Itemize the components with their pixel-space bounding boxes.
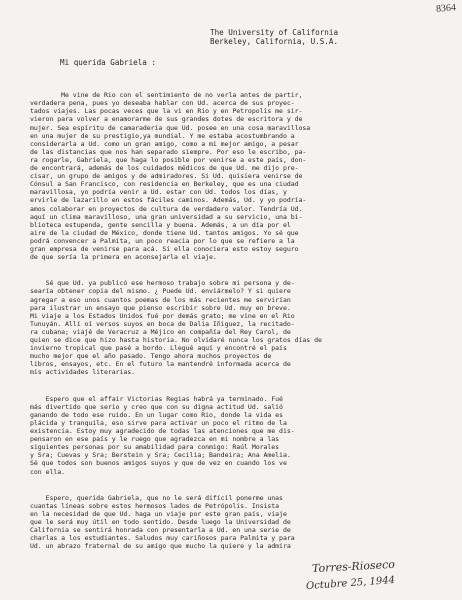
salutation: Mi querida Gabriela : <box>60 58 157 67</box>
paragraph-3: Espero que el affair Victorias Regias habrá ya terminado. Fué más divertido que serio y creo que con su digna actitud Ud. salió ganando de todo ese ruido. En un lugar como Rio, donde la vida es plácida y tranquila, eso sirve para activar un poco el ritmo de la existencia. Estoy muy agradecido de todas las atenciones que me dis- pensaron en ese país y le ruego que agradezca en mi nombre a las siguientes personas por su amabilidad para conmigo: Raúl Morales y Sra; Cuevas y Sra; Berstein y Sra; Cecilia; Bandeira; Ana Amelia. Sé que todos son buenos amigos suyos y que de vez en cuando los ve con ella. <box>30 394 295 476</box>
letterhead-line-2: Berkeley, California, U.S.A. <box>210 37 339 47</box>
archive-number: 8364 <box>435 2 457 15</box>
paragraph-1: Me vine de Rio con el sentimiento de no verla antes de partir, verdadera pena, pues yo deseaba hablar con Ud. acerca de sus proyec- tados viajes. Las pocas veces que la vi en Rio y en Petropolis me sir- vieron para volver a enamorarme de sus grandes dotes de escritora y de mujer. Sea espíritu de camaradería que Ud. posee en una cosa maravillosa en una mujer de su prestigio,ya mundial. Y me estaba acostumbrando a considerarla a Ud. como un gran amigo, como a mi mejor amigo, a pesar de las distancias que nos han separado siempre. Por eso le escribo, pa- ra rogarle, Gabriela, que haga lo posible por venirse a este país, don- de encontrará, además de los cuidados médicos de que Ud. me dijo pre- cisar, un grupo de amigos y de admiradores. Si Ud. quisiera venirse de Cónsul a San Francisco, con residencia en Berkeley, que es una ciudad maravillosa, yo podría venir a Ud. estar con Ud. todos los días, y ervirle de lazarillo en estos fáciles caminos. Además, Ud. y yo podría- amos colaborar en proyectos de cultura de verdadero valor. Tendría Ud. aquí un clima maravilloso, una gran universidad a su servicio, una bi- blioteca estupenda, gente sencilla y buena. Además, a un día por el aire de la ciudad de México, donde tiene Ud. tantos amigos. Yo sé que podrá convencer a Palmita, un poco reacia por lo que se refiere a la gran empresa de venirse para acá. Si ella conociera esto estoy seguro de que sería la primera en aconsejarla el viaje. <box>30 91 311 262</box>
letterhead <box>210 28 338 47</box>
handwritten-signature: Torres-Rioseco <box>311 557 396 576</box>
letter-body <box>30 75 460 567</box>
paragraph-2: Sé que Ud. ya publicó ese hermoso trabajo sobre mi persona y de- searía obtener copia del mismo. ¿ Puede Ud. enviármelo? Y si quiere agregar a eso unos cuantos poemas de los más recientes me servirían para ilustrar un ensayo que pienso escribir sobre Ud. muy en breve. Mi viaje a los Estados Unidos fué por demás grato; me vine en el Rio Tunuyán. Allí oí versos suyos en boca de Dalia Iñiguez, la recitado- ra cubana; viajé de Veracruz a Méjico en compañía del Rey Carol, de quien se dice que hizo hasta historia. No olvidaré nunca los gratos días de invierno tropical que pasé a bordo. Llegué aquí y encontré el país mucho mejor que el año pasado. Tengo ahora muchos proyectos de libros, ensayos, etc. En el futuro la mantendré informada acerca de mis actividades literarias. <box>30 279 322 377</box>
handwritten-date: Octubre 25, 1944 <box>305 574 396 593</box>
letterhead-line-1: The University of California <box>210 28 339 37</box>
paragraph-4: Espero, querida Gabriela, que no le será difícil ponerme unas cuantas líneas sobre estos hermosos lados de Petrópolis. Insista en la necesidad de que Ud. haga un viaje por este gran país, viaje que le será muy útil en todo sentido. Desde luego la Universidad de California se sentirá honrada con presentarla a Ud. en una serie de charlas a los estudiantes. Saludos muy cariñosos para Palmita y para Ud. un abrazo fraternal de su amigo que mucho la quiere y la admira <box>30 493 295 551</box>
